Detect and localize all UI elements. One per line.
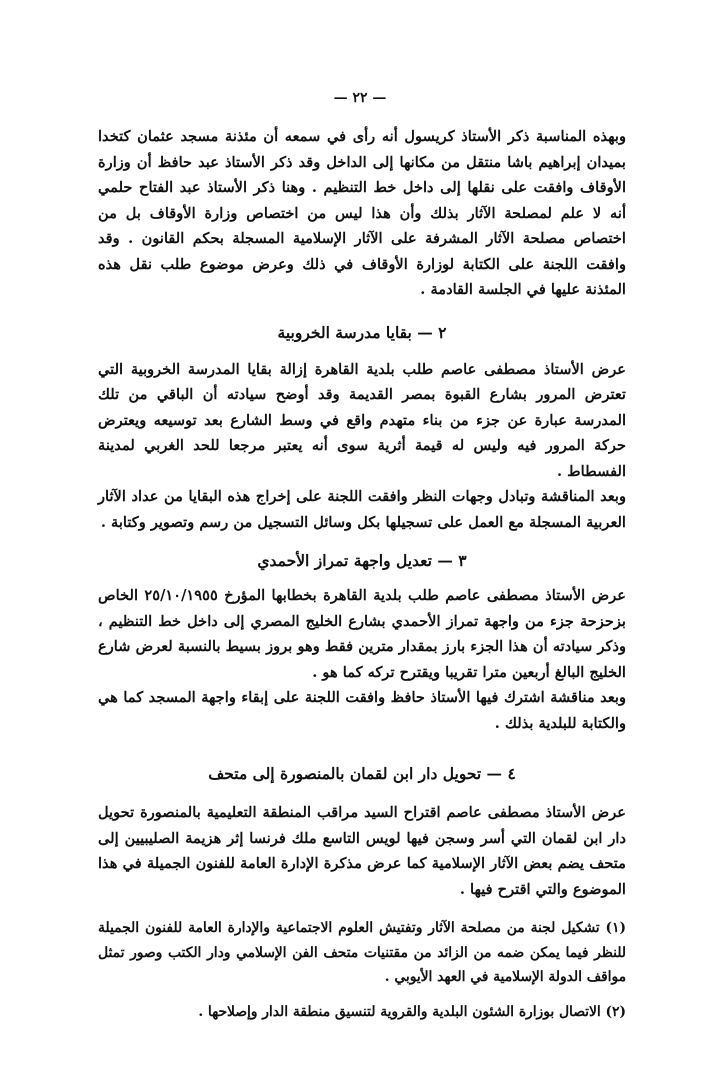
section-heading-3: ٣ — تعديل واجهة تمراز الأحمدي: [257, 551, 467, 570]
section-heading-2: ٢ — بقايا مدرسة الخروبية: [277, 322, 447, 342]
section-3-paragraph-1: عرض الأستاذ مصطفى عاصم طلب بلدية القاهرة بخطابها المؤرخ ٢٥/١٠/١٩٥٥ الخاص بزحزحة جزء من واجهة تمراز الأحمدي بشارع الخليج المصري إلى داخل خط التنظيم ، وذكر سيادته أن هذا الجزء بارز بمقدار مترين فقط وهو بروز بسيط بالنسبة لعرض شارع الخليج البالغ أربعين مترا تقريبا ويقترح تركه كما هو .: [98, 587, 627, 681]
section-3-paragraph-2: وبعد مناقشة اشترك فيها الأستاذ حافظ وافقت اللجنة على إبقاء واجهة المسجد كما هي والكتابة للبلدية بذلك .: [98, 689, 626, 732]
numbered-note-1: (١) تشكيل لجنة من مصلحة الآثار وتفتيش العلوم الاجتماعية والإدارة العامة للفنون الجميلة للنظر فيما يمكن ضمه من الزائد من مقتنيات متحف الفن الإسلامي ودار الكتب وصور تمثل مواقف الدولة الإسلامية في العهد الأيوبي .: [98, 920, 626, 985]
section-2-paragraph-1: عرض الأستاذ مصطفى عاصم طلب بلدية القاهرة إزالة بقايا المدرسة الخروبية التي تعترض المرور بشارع القبوة بمصر القديمة وقد أوضح سيادته أن الباقي من تلك المدرسة عبارة عن جزء من بناء متهدم واقع في وسط الشارع بعد توسيعه ويعترض حركة المرور فيه وليس له قيمة أثرية سوى أنه يعتبر مرجعا للحد الغربي لمدينة الفسطاط .: [98, 360, 626, 480]
section-2-paragraph-2: وبعد المناقشة وتبادل وجهات النظر وافقت اللجنة على إخراج هذه البقايا من عداد الآثار العربية المسجلة مع العمل على تسجيلها بكل وسائل التسجيل من رسم وتصوير وكتابة .: [98, 488, 626, 531]
intro-paragraph: وبهذه المناسبة ذكر الأستاذ كريسول أنه رأى في سمعه أن مئذنة مسجد عثمان كتخدا بميدان إبراهيم باشا منتقل من مكانها إلى الداخل وقد ذكر الأستاذ عبد حافظ أن وزارة الأوقاف وافقت على نقلها إلى داخل خط التنظيم . وهنا ذكر الأستاذ عبد الفتاح حلمي أنه لا علم لمصلحة الآثار بذلك وأن هذا ليس من اختصاص وزارة الأوقاف بل من اختصاص مصلحة الآثار المشرفة على الآثار الإسلامية المسجلة بحكم القانون . وقد وافقت اللجنة على الكتابة لوزارة الأوقاف في ذلك وعرض موضوع طلب نقل هذه المئذنة عليها في الجلسة القادمة .: [98, 128, 626, 298]
page-number: — ٢٢ —: [333, 90, 387, 106]
section-heading-4: ٤ — تحويل دار ابن لقمان بالمنصورة إلى متحف: [208, 764, 516, 783]
section-4-paragraph-1: عرض الأستاذ مصطفى عاصم اقتراح السيد مراقب المنطقة التعليمية بالمنصورة تحويل دار ابن لقمان التي أسر وسجن فيها لويس التاسع ملك فرنسا إثر هزيمة الصليبيين إلى متحف يضم بعض الآثار الإسلامية كما عرض مذكرة الإدارة العامة للفنون الجميلة في هذا الموضوع والتي اقترح فيها .: [98, 804, 626, 898]
numbered-note-2: (٢) الاتصال بوزارة الشئون البلدية والقروية لتنسيق منطقة الدار وإصلاحها .: [198, 1003, 626, 1020]
